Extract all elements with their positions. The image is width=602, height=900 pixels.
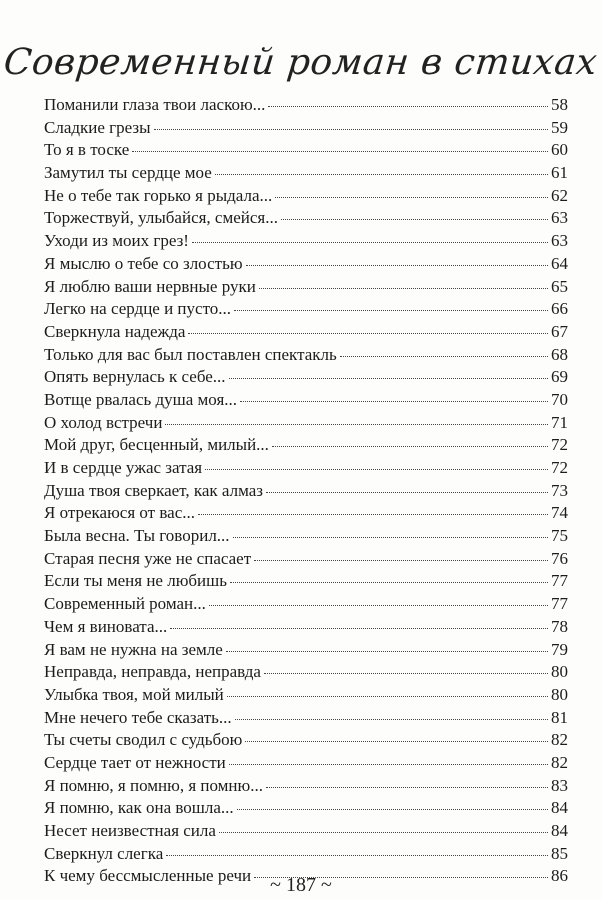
toc-entry-page: 70 bbox=[551, 389, 568, 409]
table-of-contents bbox=[44, 94, 568, 888]
toc-entry-page: 76 bbox=[551, 548, 568, 568]
toc-entry-page: 80 bbox=[551, 684, 568, 704]
toc-entry-page: 78 bbox=[551, 616, 568, 636]
toc-entry-page: 82 bbox=[551, 752, 568, 772]
toc-entry bbox=[44, 457, 568, 480]
toc-entry-title: Сверкнул слегка bbox=[44, 843, 164, 863]
dot-leader bbox=[246, 264, 548, 266]
toc-entry-page: 86 bbox=[551, 866, 568, 886]
toc-entry-page: 61 bbox=[551, 163, 568, 183]
dot-leader bbox=[268, 105, 548, 107]
dot-leader bbox=[235, 718, 548, 720]
toc-entry-title: Неправда, неправда, неправда bbox=[44, 662, 261, 682]
toc-entry bbox=[44, 298, 568, 321]
dot-leader bbox=[234, 309, 548, 311]
toc-entry bbox=[44, 548, 568, 571]
toc-entry-title: Замутил ты сердце мое bbox=[44, 163, 212, 183]
dot-leader bbox=[264, 672, 548, 674]
toc-entry-title: И в сердце ужас затая bbox=[44, 458, 203, 477]
toc-entry bbox=[44, 775, 568, 798]
toc-entry-title: Сладкие грезы bbox=[44, 117, 151, 137]
dot-leader bbox=[188, 332, 548, 334]
toc-entry-title: Чем я виновата... bbox=[44, 616, 168, 636]
toc-entry bbox=[44, 230, 568, 253]
dot-leader bbox=[275, 196, 548, 198]
dot-leader bbox=[245, 740, 548, 742]
toc-entry-title: К чему бессмысленные речи bbox=[44, 866, 252, 886]
toc-entry-title: Несет неизвестная сила bbox=[44, 821, 216, 840]
dot-leader bbox=[229, 377, 548, 379]
toc-entry-title: Я люблю ваши нервные руки bbox=[44, 276, 256, 296]
section-title: Современный роман в стихах bbox=[2, 42, 600, 83]
toc-entry bbox=[44, 94, 568, 117]
toc-entry-page: 58 bbox=[551, 95, 568, 114]
toc-entry bbox=[44, 843, 568, 866]
toc-entry bbox=[44, 752, 568, 775]
toc-entry-page: 74 bbox=[551, 503, 568, 523]
toc-entry bbox=[44, 162, 568, 185]
toc-entry bbox=[44, 480, 568, 503]
toc-entry-title: Уходи из моих грез! bbox=[44, 231, 189, 251]
dot-leader bbox=[229, 763, 548, 765]
toc-entry bbox=[44, 207, 568, 230]
page-header bbox=[0, 42, 602, 100]
toc-entry-title: Я мыслю о тебе со злостью bbox=[44, 253, 243, 273]
toc-entry-page: 67 bbox=[551, 321, 568, 341]
dot-leader bbox=[227, 695, 548, 697]
toc-entry-page: 77 bbox=[551, 571, 568, 591]
toc-entry-title: Старая песня уже не спасает bbox=[44, 548, 252, 568]
toc-entry bbox=[44, 366, 568, 389]
dot-leader bbox=[266, 786, 548, 788]
toc-entry-page: 79 bbox=[551, 639, 568, 659]
toc-entry bbox=[44, 321, 568, 344]
toc-entry-page: 84 bbox=[551, 798, 568, 818]
toc-entry-page: 81 bbox=[551, 707, 568, 727]
toc-entry bbox=[44, 797, 568, 820]
dot-leader bbox=[198, 513, 548, 515]
dot-leader bbox=[132, 150, 548, 152]
toc-entry-title: Я помню, как она вошла... bbox=[44, 798, 234, 818]
page-number: ~ 187 ~ bbox=[270, 874, 332, 896]
toc-entry bbox=[44, 389, 568, 412]
toc-entry-title: Легко на сердце и пусто... bbox=[44, 299, 232, 319]
toc-entry-title: Сверкнула надежда bbox=[44, 321, 186, 341]
toc-entry-page: 65 bbox=[551, 276, 568, 296]
dot-leader bbox=[340, 355, 548, 357]
toc-entry bbox=[44, 412, 568, 435]
toc-entry bbox=[44, 525, 568, 548]
dot-leader bbox=[166, 854, 548, 856]
toc-entry-page: 75 bbox=[551, 526, 568, 546]
toc-entry bbox=[44, 253, 568, 276]
toc-entry bbox=[44, 344, 568, 367]
dot-leader bbox=[165, 423, 548, 425]
toc-entry-page: 77 bbox=[551, 594, 568, 614]
dot-leader bbox=[219, 831, 548, 833]
toc-entry bbox=[44, 593, 568, 616]
toc-entry-page: 80 bbox=[551, 662, 568, 682]
dot-leader bbox=[254, 559, 548, 561]
toc-entry bbox=[44, 616, 568, 639]
toc-entry-title: Душа твоя сверкает, как алмаз bbox=[44, 480, 263, 500]
dot-leader bbox=[154, 128, 548, 130]
toc-entry-title: Если ты меня не любишь bbox=[44, 571, 227, 591]
toc-entry bbox=[44, 684, 568, 707]
dot-leader bbox=[170, 627, 548, 629]
toc-entry-page: 73 bbox=[551, 480, 568, 500]
toc-entry bbox=[44, 707, 568, 730]
toc-entry-title: О холод встречи bbox=[44, 412, 163, 432]
toc-entry-page: 71 bbox=[551, 412, 568, 432]
dot-leader bbox=[205, 468, 548, 470]
toc-entry-title: Улыбка твоя, мой милый bbox=[44, 684, 224, 704]
toc-entry-page: 72 bbox=[551, 435, 568, 455]
toc-entry-title: Я вам не нужна на земле bbox=[44, 639, 223, 659]
dot-leader bbox=[192, 241, 548, 243]
toc-entry bbox=[44, 139, 568, 162]
dot-leader bbox=[272, 445, 548, 447]
toc-entry-page: 66 bbox=[551, 299, 568, 319]
toc-entry bbox=[44, 276, 568, 299]
dot-leader bbox=[266, 491, 548, 493]
toc-entry bbox=[44, 729, 568, 752]
dot-leader bbox=[233, 536, 548, 538]
dot-leader bbox=[215, 173, 548, 175]
toc-entry-page: 84 bbox=[551, 821, 568, 840]
toc-entry-title: Мне нечего тебе сказать... bbox=[44, 707, 232, 727]
toc-entry bbox=[44, 820, 568, 843]
toc-entry-page: 68 bbox=[551, 344, 568, 364]
toc-entry-title: Была весна. Ты говорил... bbox=[44, 526, 230, 546]
toc-entry-title: Мой друг, бесценный, милый... bbox=[44, 435, 269, 455]
toc-entry bbox=[44, 639, 568, 662]
toc-entry-title: То я в тоске bbox=[44, 140, 130, 160]
toc-entry-title: Поманили глаза твои ласкою... bbox=[44, 95, 266, 114]
dot-leader bbox=[226, 650, 548, 652]
dot-leader bbox=[240, 400, 548, 402]
toc-entry-title: Я помню, я помню, я помню... bbox=[44, 775, 263, 795]
toc-entry-title: Современный роман... bbox=[44, 594, 206, 614]
toc-entry-page: 82 bbox=[551, 730, 568, 750]
toc-entry-page: 62 bbox=[551, 185, 568, 205]
toc-entry-page: 72 bbox=[551, 458, 568, 477]
dot-leader bbox=[209, 604, 548, 606]
toc-entry-page: 63 bbox=[551, 231, 568, 251]
toc-entry-title: Я отрекаюся от вас... bbox=[44, 503, 196, 523]
toc-entry-page: 63 bbox=[551, 208, 568, 228]
toc-entry bbox=[44, 661, 568, 684]
toc-entry-title: Сердце тает от нежности bbox=[44, 752, 226, 772]
toc-entry-page: 85 bbox=[551, 843, 568, 863]
toc-entry-page: 60 bbox=[551, 140, 568, 160]
dot-leader bbox=[237, 808, 548, 810]
toc-entry-page: 64 bbox=[551, 253, 568, 273]
toc-entry-title: Только для вас был поставлен спектакль bbox=[44, 344, 337, 364]
dot-leader bbox=[259, 287, 548, 289]
toc-entry bbox=[44, 570, 568, 593]
toc-entry-title: Ты счеты сводил с судьбою bbox=[44, 730, 243, 750]
toc-entry-title: Вотще рвалась душа моя... bbox=[44, 389, 238, 409]
dot-leader bbox=[230, 581, 548, 583]
toc-entry bbox=[44, 502, 568, 525]
dot-leader bbox=[281, 218, 548, 220]
toc-entry-page: 59 bbox=[551, 117, 568, 137]
toc-entry-page: 83 bbox=[551, 775, 568, 795]
toc-entry-title: Опять вернулась к себе... bbox=[44, 367, 226, 387]
toc-entry bbox=[44, 117, 568, 140]
toc-entry-title: Торжествуй, улыбайся, смейся... bbox=[44, 208, 278, 228]
toc-entry bbox=[44, 434, 568, 457]
toc-entry-title: Не о тебе так горько я рыдала... bbox=[44, 185, 273, 205]
toc-entry-page: 69 bbox=[551, 367, 568, 387]
toc-entry bbox=[44, 185, 568, 208]
